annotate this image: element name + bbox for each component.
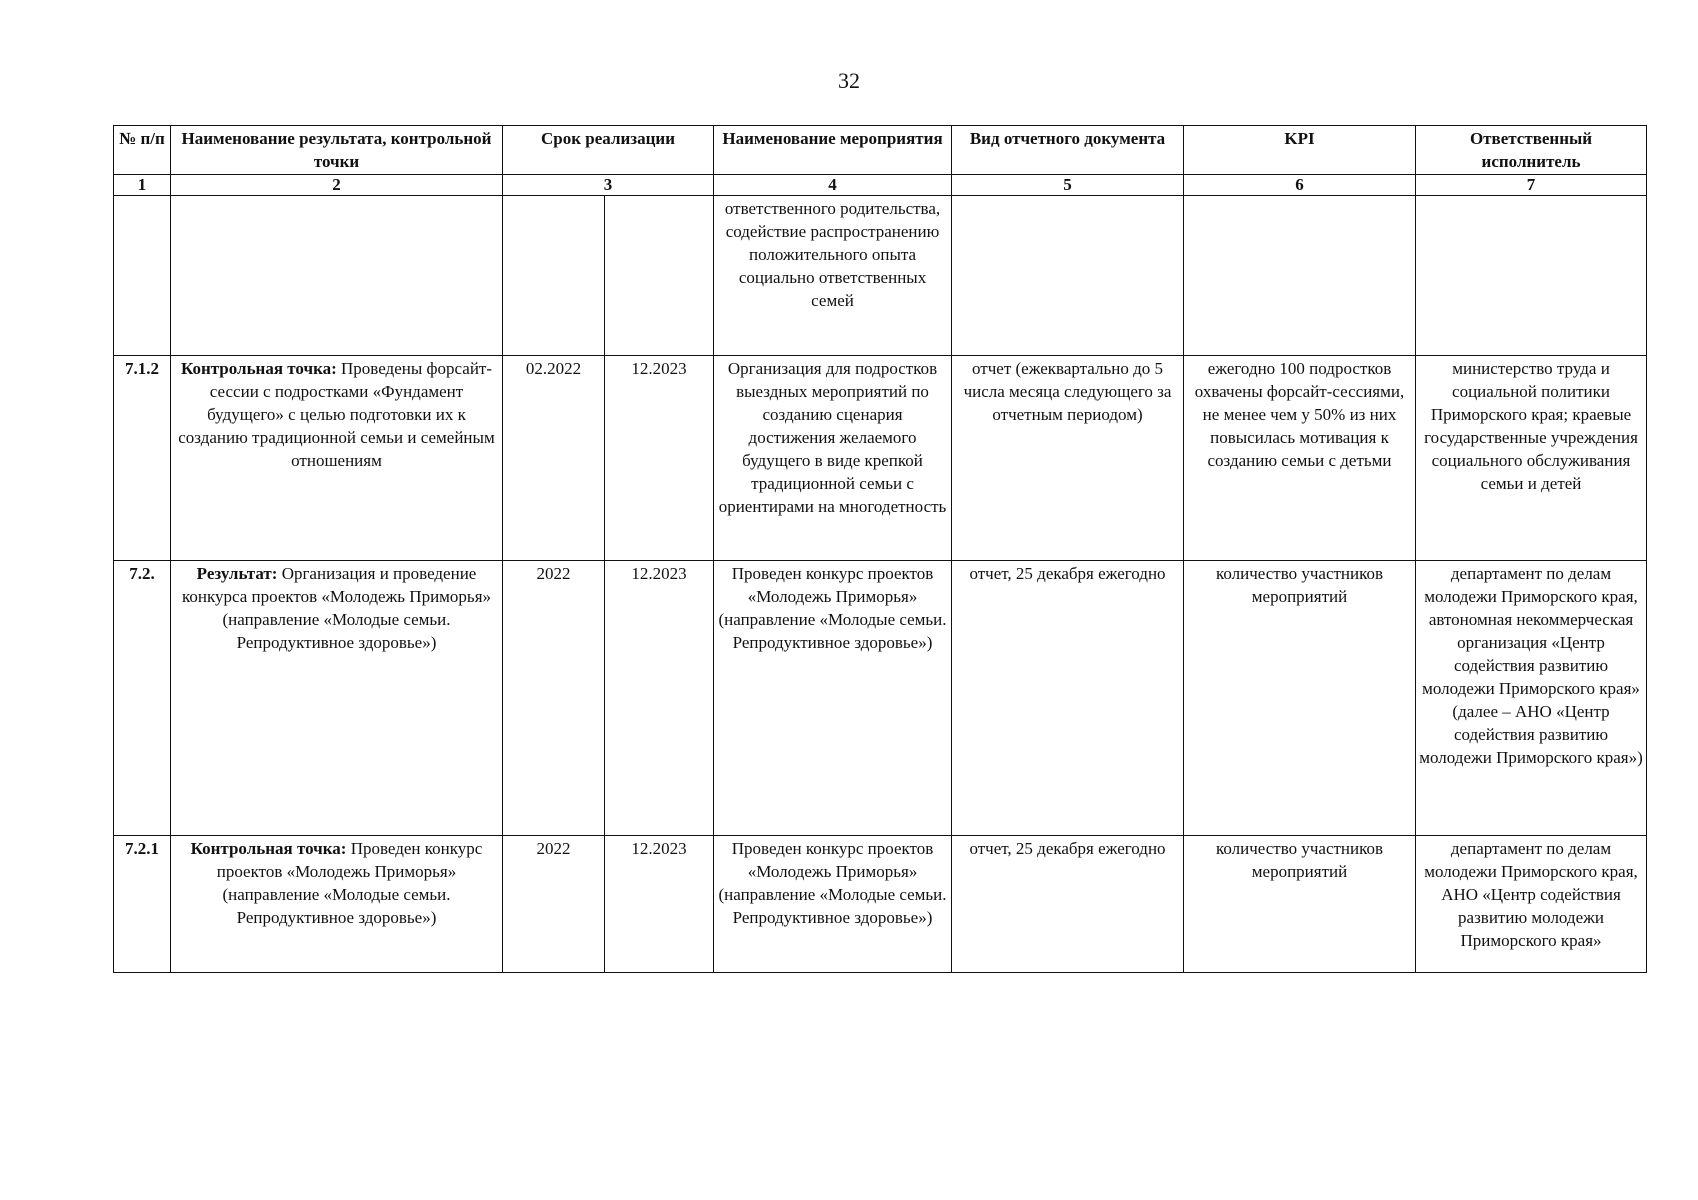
column-number-row: [114, 175, 1647, 196]
plan-table: [113, 125, 1647, 973]
header-num: № п/п: [114, 126, 171, 175]
cell-end: 12.2023: [605, 356, 714, 561]
column-number: 7: [1416, 175, 1647, 196]
cell-doc: отчет (ежеквартально до 5 числа месяца следующего за отчетным периодом): [952, 356, 1184, 561]
cell-kpi: количество участников мероприятий: [1184, 561, 1416, 836]
cell-start: 2022: [503, 561, 605, 836]
cell-result: Результат: Организация и проведение конкурса проектов «Молодежь Приморья» (направление «Молодые семьи. Репродуктивное здоровье»): [171, 561, 503, 836]
header-kpi: KPI: [1184, 126, 1416, 175]
cell-num: 7.2.1: [114, 836, 171, 973]
cell-result: Контрольная точка: Проведен конкурс проектов «Молодежь Приморья» (направление «Молодые семьи. Репродуктивное здоровье»): [171, 836, 503, 973]
header-doc: Вид отчетного документа: [952, 126, 1184, 175]
header-row: [114, 126, 1647, 175]
table-row: [114, 561, 1647, 836]
header-result: Наименование результата, контрольной точки: [171, 126, 503, 175]
cell-result: Контрольная точка: Проведены форсайт-сессии с подростками «Фундамент будущего» с целью подготовки их к созданию традиционной семьи и семейным отношениям: [171, 356, 503, 561]
cell-doc: отчет, 25 декабря ежегодно: [952, 561, 1184, 836]
cell-start: 02.2022: [503, 356, 605, 561]
table-row: [114, 836, 1647, 973]
table-row: [114, 356, 1647, 561]
cell-end: [605, 196, 714, 356]
cell-kpi: ежегодно 100 подростков охвачены форсайт-сессиями, не менее чем у 50% из них повысилась мотивация к созданию семьи с детьми: [1184, 356, 1416, 561]
column-number: 1: [114, 175, 171, 196]
cell-end: 12.2023: [605, 836, 714, 973]
cell-activity: Проведен конкурс проектов «Молодежь Приморья» (направление «Молодые семьи. Репродуктивное здоровье»): [714, 561, 952, 836]
header-period: Срок реализации: [503, 126, 714, 175]
page-number: 32: [838, 68, 860, 93]
cell-activity: Организация для подростков выездных мероприятий по созданию сценария достижения желаемого будущего в виде крепкой традиционной семьи с ориентирами на многодетность: [714, 356, 952, 561]
cell-num: 7.1.2: [114, 356, 171, 561]
column-number: 6: [1184, 175, 1416, 196]
column-number: 3: [503, 175, 714, 196]
cell-activity: ответственного родительства, содействие распространению положительного опыта социально ответственных семей: [714, 196, 952, 356]
column-number: 5: [952, 175, 1184, 196]
cell-doc: отчет, 25 декабря ежегодно: [952, 836, 1184, 973]
cell-responsible: департамент по делам молодежи Приморского края, АНО «Центр содействия развитию молодежи Приморского края»: [1416, 836, 1647, 973]
cell-num: [114, 196, 171, 356]
cell-start: [503, 196, 605, 356]
cell-kpi: количество участников мероприятий: [1184, 836, 1416, 973]
cell-responsible: [1416, 196, 1647, 356]
cell-doc: [952, 196, 1184, 356]
header-activity: Наименование мероприятия: [714, 126, 952, 175]
cell-result: [171, 196, 503, 356]
column-number: 2: [171, 175, 503, 196]
cell-responsible: департамент по делам молодежи Приморского края, автономная некоммерческая организация «Центр содействия развитию молодежи Приморского края» (далее – АНО «Центр содействия развитию молодежи Приморского края»): [1416, 561, 1647, 836]
cell-activity: Проведен конкурс проектов «Молодежь Приморья» (направление «Молодые семьи. Репродуктивное здоровье»): [714, 836, 952, 973]
cell-start: 2022: [503, 836, 605, 973]
cell-num: 7.2.: [114, 561, 171, 836]
cell-kpi: [1184, 196, 1416, 356]
column-number: 4: [714, 175, 952, 196]
table-row: [114, 196, 1647, 356]
header-responsible: Ответственный исполнитель: [1416, 126, 1647, 175]
cell-responsible: министерство труда и социальной политики Приморского края; краевые государственные учреждения социального обслуживания семьи и детей: [1416, 356, 1647, 561]
cell-end: 12.2023: [605, 561, 714, 836]
